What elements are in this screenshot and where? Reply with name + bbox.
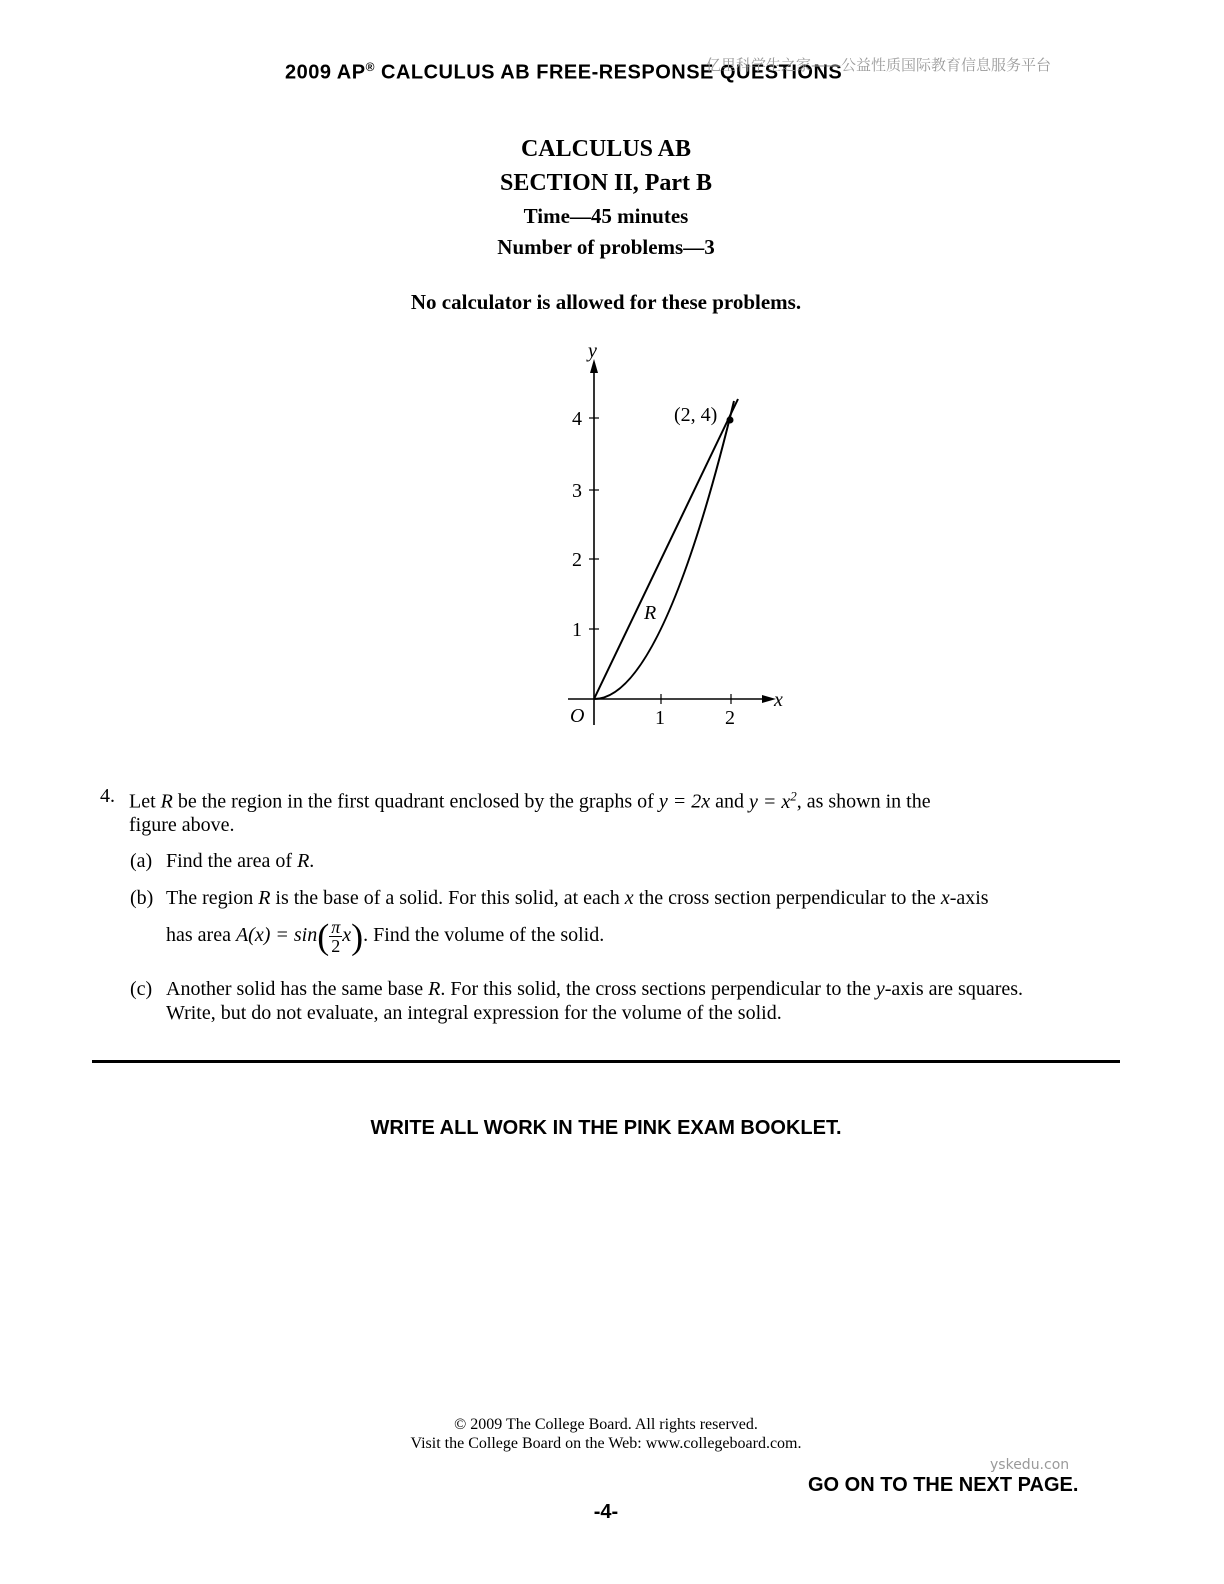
region-label: R [644, 602, 657, 624]
problem-intro-line2: figure above. [129, 814, 235, 836]
registered-mark: ® [365, 60, 375, 74]
section-time: Time—45 minutes [523, 204, 689, 228]
line-y-equals-2x [594, 399, 738, 699]
x-axis-label: x [774, 689, 783, 711]
x-tick-label-2: 2 [725, 707, 735, 729]
calculator-note: No calculator is allowed for these problems. [410, 290, 802, 314]
y-tick-label-4: 4 [572, 408, 582, 430]
part-b-line1: The region R is the base of a solid. For this solid, at each x the cross section perpendicular to the x-axis [166, 887, 989, 909]
part-b-label: (b) [130, 887, 154, 909]
section-divider [92, 1060, 1120, 1063]
booklet-instruction: WRITE ALL WORK IN THE PINK EXAM BOOKLET. [370, 1117, 842, 1139]
y-tick-label-1: 1 [572, 619, 582, 641]
header-title-suffix: CALCULUS AB FREE-RESPONSE QUESTIONS [374, 61, 843, 84]
x-tick-label-1: 1 [655, 707, 665, 729]
part-c-label: (c) [130, 978, 153, 1000]
footer-copyright: © 2009 The College Board. All rights reserved. [454, 1416, 758, 1433]
section-problem-count: Number of problems—3 [497, 235, 715, 259]
next-page-note: GO ON TO THE NEXT PAGE. [808, 1474, 1079, 1496]
course-title: CALCULUS AB [520, 136, 692, 162]
pi-over-two-fraction: $\frac{\pi}{2}$ [331, 916, 341, 956]
problem-intro-line1: Let R be the region in the first quadrant enclosed by the graphs of y = 2x and $y = x^2$, as shown in the [129, 788, 931, 813]
point-label: (2, 4) [674, 404, 718, 426]
intersection-point [727, 417, 734, 424]
y-tick-label-2: 2 [572, 549, 582, 571]
equation-line: y = 2x [658, 790, 711, 813]
part-a-label: (a) [130, 850, 153, 872]
header-title-prefix: 2009 AP [285, 61, 366, 84]
page-number: -4- [593, 1501, 619, 1523]
y-axis-label: y [588, 340, 597, 362]
y-tick-label-3: 3 [572, 480, 582, 502]
part-a-text: Find the area of R. [166, 850, 315, 872]
footer-visit: Visit the College Board on the Web: www.collegeboard.com. [410, 1435, 802, 1452]
origin-label: O [570, 705, 585, 727]
watermark-top: 亿里科学生之家——公益性质国际教育信息服务平台 [706, 56, 1052, 74]
part-c-line1: Another solid has the same base R. For this solid, the cross sections perpendicular to the y-axis are squares. [166, 978, 1024, 1000]
equation-parabola: $y = x^2$ [748, 788, 797, 813]
part-c-line2: Write, but do not evaluate, an integral expression for the volume of the solid. [166, 1002, 782, 1024]
problem-number: 4. [100, 785, 115, 807]
part-b-line2: has area A(x) = sin( $\frac{\pi}{2}$ x). Find the volume of the solid. [166, 916, 605, 957]
area-function: A(x) = sin [235, 924, 318, 946]
section-part: SECTION II, Part B [499, 170, 713, 196]
watermark-bottom: yskedu.con [990, 1457, 1070, 1473]
region-graph-figure [540, 335, 820, 735]
